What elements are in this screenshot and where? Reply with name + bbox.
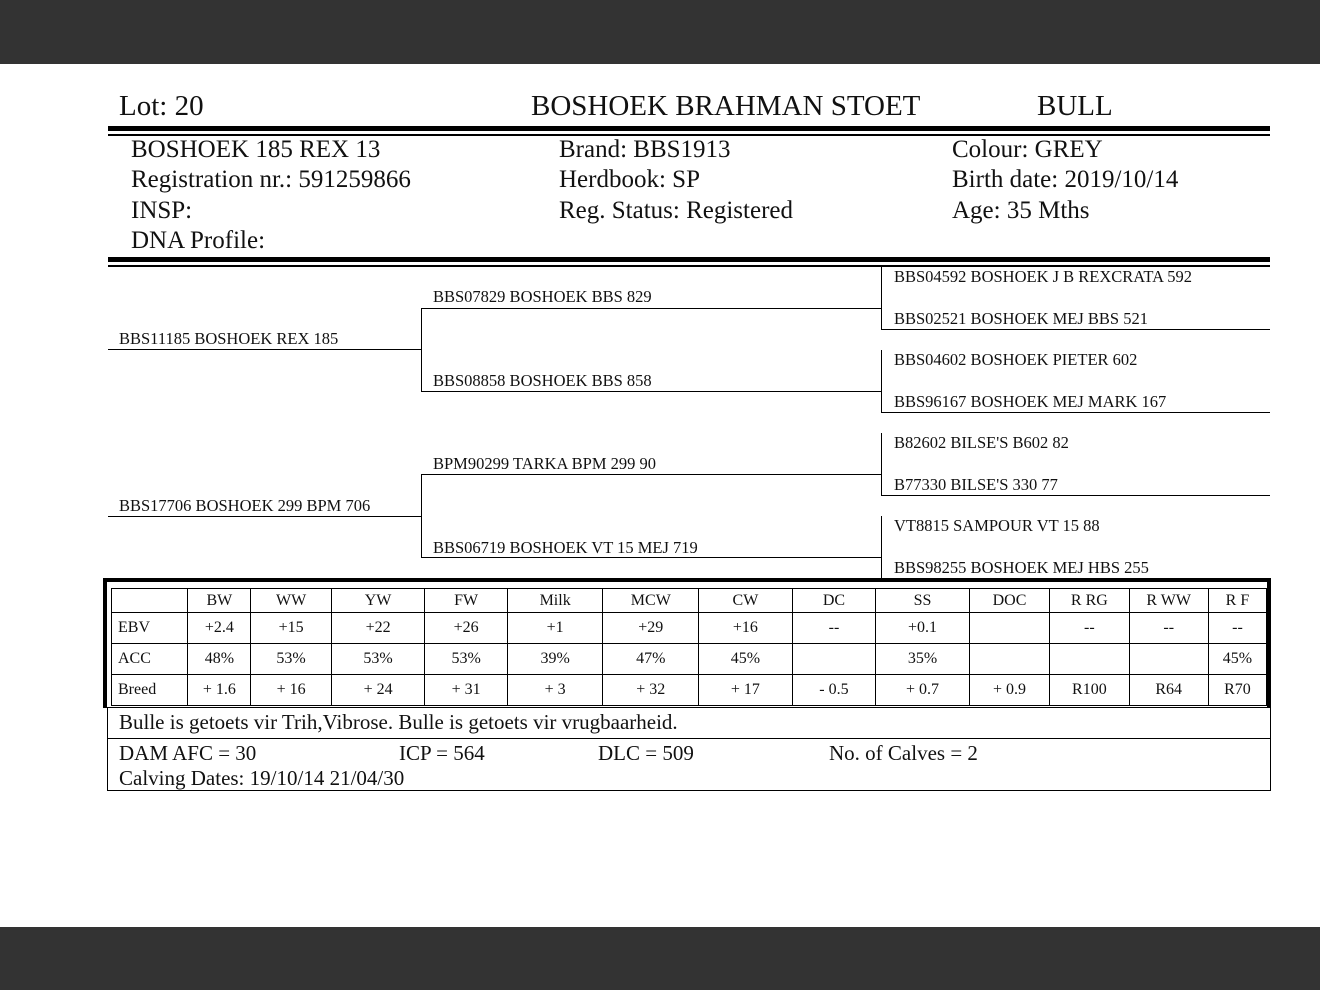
gg-branch-4	[881, 516, 882, 578]
sire-line	[108, 349, 421, 350]
great-grandparent-8: BBS98255 BOSHOEK MEJ HBS 255	[894, 558, 1149, 577]
gg-branch-3	[881, 433, 882, 495]
acc-cell: 53%	[425, 644, 507, 675]
ebv-header-cell	[112, 589, 188, 613]
sire-dam-line	[421, 391, 881, 392]
breed-cell: + 0.9	[969, 675, 1049, 706]
animal-sex: BULL	[1037, 90, 1113, 122]
acc-cell: 47%	[603, 644, 699, 675]
dam-name: BBS17706 BOSHOEK 299 BPM 706	[119, 496, 371, 515]
registration-number: Registration nr.: 591259866	[131, 166, 411, 193]
breed-cell: + 31	[425, 675, 507, 706]
ebv-cell: +2.4	[188, 613, 251, 644]
breed-cell: + 24	[331, 675, 425, 706]
dam-dam-name: BBS06719 BOSHOEK VT 15 MEJ 719	[433, 538, 698, 557]
breed-row-label: Breed	[112, 675, 188, 706]
breed-cell: R70	[1208, 675, 1266, 706]
ebv-cell: +26	[425, 613, 507, 644]
great-grandparent-5: B82602 BILSE'S B602 82	[894, 433, 1069, 452]
ebv-row-label: EBV	[112, 613, 188, 644]
ebv-row	[112, 613, 1267, 644]
breed-cell: + 16	[251, 675, 331, 706]
dna-profile-label: DNA Profile:	[131, 227, 266, 254]
insp-label: INSP:	[131, 197, 193, 224]
sire-sire-name: BBS07829 BOSHOEK BBS 829	[433, 287, 652, 306]
header-rule-thick	[108, 126, 1270, 131]
acc-cell: 53%	[331, 644, 425, 675]
info-rule-thick	[108, 257, 1270, 262]
breed-cell: + 32	[603, 675, 699, 706]
ebv-cell: +29	[603, 613, 699, 644]
colour: Colour: GREY	[952, 136, 1103, 163]
number-of-calves: No. of Calves = 2	[829, 741, 978, 765]
dam-sire-name: BPM90299 TARKA BPM 299 90	[433, 454, 657, 473]
ebv-cell: +16	[699, 613, 793, 644]
ebv-header-cell: R WW	[1129, 589, 1208, 613]
acc-cell: 48%	[188, 644, 251, 675]
top-dark-bar	[0, 0, 1320, 64]
stud-name: BOSHOEK BRAHMAN STOET	[531, 90, 921, 122]
ebv-header-cell: Milk	[507, 589, 603, 613]
test-notes: Bulle is getoets vir Trih,Vibrose. Bulle is getoets vir vrugbaarheid.	[119, 710, 678, 734]
dam-sire-line	[421, 474, 881, 475]
dam-branch	[421, 474, 422, 558]
ebv-header-cell: WW	[251, 589, 331, 613]
calving-dates: Calving Dates: 19/10/14 21/04/30	[119, 766, 405, 790]
birth-date: Birth date: 2019/10/14	[952, 166, 1179, 193]
animal-name: BOSHOEK 185 REX 13	[131, 136, 381, 163]
breed-cell: + 1.6	[188, 675, 251, 706]
acc-row	[112, 644, 1267, 675]
sire-dam-name: BBS08858 BOSHOEK BBS 858	[433, 371, 652, 390]
acc-cell: 39%	[507, 644, 603, 675]
sire-sire-line	[421, 308, 881, 309]
acc-cell: 45%	[699, 644, 793, 675]
ebv-cell: --	[792, 613, 875, 644]
ebv-header-cell: CW	[699, 589, 793, 613]
gg-line-6	[881, 495, 1270, 496]
gg-line-2	[881, 329, 1270, 330]
great-grandparent-7: VT8815 SAMPOUR VT 15 88	[894, 516, 1100, 535]
sire-name: BBS11185 BOSHOEK REX 185	[119, 329, 339, 348]
brand: Brand: BBS1913	[559, 136, 731, 163]
ebv-cell: +0.1	[876, 613, 970, 644]
gg-branch-1	[881, 267, 882, 329]
notes-box	[107, 707, 1271, 739]
gg-branch-2	[881, 350, 882, 412]
gg-line-4	[881, 412, 1270, 413]
ebv-header-cell: FW	[425, 589, 507, 613]
breed-cell: + 17	[699, 675, 793, 706]
dam-line	[108, 516, 421, 517]
ebv-cell: --	[1129, 613, 1208, 644]
ebv-cell: +22	[331, 613, 425, 644]
dam-afc: DAM AFC = 30	[119, 741, 257, 765]
herdbook: Herdbook: SP	[559, 166, 700, 193]
great-grandparent-4: BBS96167 BOSHOEK MEJ MARK 167	[894, 392, 1167, 411]
ebv-cell: +1	[507, 613, 603, 644]
great-grandparent-2: BBS02521 BOSHOEK MEJ BBS 521	[894, 309, 1148, 328]
ebv-header-cell: DOC	[969, 589, 1049, 613]
acc-cell: 45%	[1208, 644, 1266, 675]
dam-stats-box	[107, 738, 1271, 791]
breed-cell: R64	[1129, 675, 1208, 706]
great-grandparent-3: BBS04602 BOSHOEK PIETER 602	[894, 350, 1138, 369]
acc-row-label: ACC	[112, 644, 188, 675]
ebv-header-cell: MCW	[603, 589, 699, 613]
ebv-header-cell: YW	[331, 589, 425, 613]
ebv-header-cell: R RG	[1050, 589, 1129, 613]
breed-row	[112, 675, 1267, 706]
ebv-header-cell: R F	[1208, 589, 1266, 613]
ebv-header-row	[112, 589, 1267, 613]
ebv-cell	[969, 613, 1049, 644]
acc-cell: 53%	[251, 644, 331, 675]
acc-cell	[1129, 644, 1208, 675]
lot-number: Lot: 20	[119, 90, 204, 122]
breed-cell: R100	[1050, 675, 1129, 706]
breed-cell: + 0.7	[876, 675, 970, 706]
acc-cell	[1050, 644, 1129, 675]
ebv-cell: +15	[251, 613, 331, 644]
bottom-dark-bar	[0, 927, 1320, 990]
breed-cell: + 3	[507, 675, 603, 706]
ebv-cell: --	[1050, 613, 1129, 644]
great-grandparent-1: BBS04592 BOSHOEK J B REXCRATA 592	[894, 267, 1193, 286]
dam-dlc: DLC = 509	[598, 741, 694, 765]
ebv-header-cell: BW	[188, 589, 251, 613]
ebv-cell: --	[1208, 613, 1266, 644]
age: Age: 35 Mths	[952, 197, 1090, 224]
ebv-header-cell: SS	[876, 589, 970, 613]
sire-branch	[421, 308, 422, 392]
ebv-header-cell: DC	[792, 589, 875, 613]
acc-cell: 35%	[876, 644, 970, 675]
acc-cell	[792, 644, 875, 675]
great-grandparent-6: B77330 BILSE'S 330 77	[894, 475, 1058, 494]
registration-status: Reg. Status: Registered	[559, 197, 793, 224]
dam-icp: ICP = 564	[399, 741, 485, 765]
acc-cell	[969, 644, 1049, 675]
ebv-table	[111, 588, 1267, 706]
breed-cell: - 0.5	[792, 675, 875, 706]
